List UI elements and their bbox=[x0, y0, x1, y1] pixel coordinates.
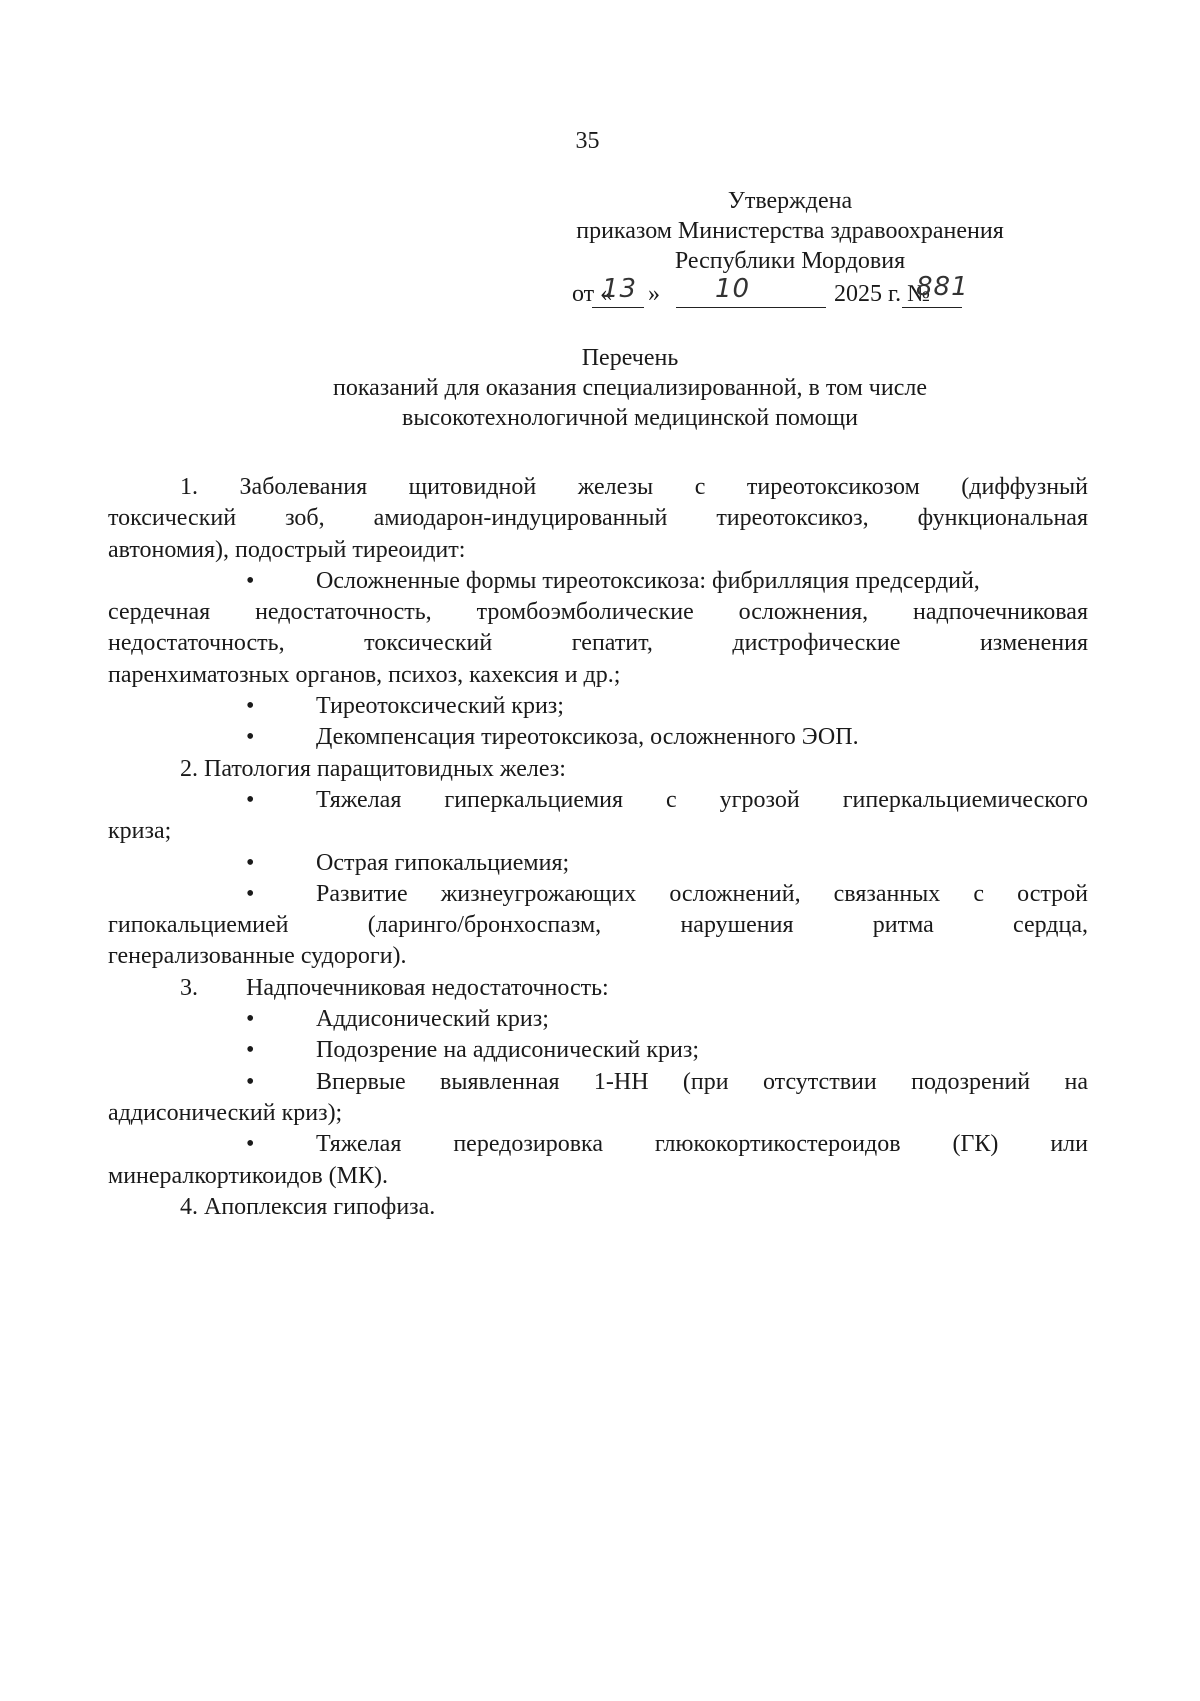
bullet-item-6-line-2: гипокальциемией (ларинго/бронхоспазм, нарушения ритма сердца, bbox=[108, 912, 1088, 939]
document-body bbox=[108, 472, 1088, 1223]
order-number-underline bbox=[902, 307, 962, 308]
bullet-item-8-text: Подозрение на аддисонический криз; bbox=[316, 1037, 700, 1064]
approval-line-3: Республики Мордовия bbox=[674, 248, 906, 274]
bullet-item-4-line-2: криза; bbox=[108, 818, 172, 845]
order-date-line bbox=[572, 272, 1072, 311]
month-underline bbox=[676, 307, 826, 308]
day-underline bbox=[592, 307, 644, 308]
bullet-item-4-line-1: Тяжелая гиперкальциемия с угрозой гиперкальциемического bbox=[316, 786, 1088, 813]
section-3-number: 3. bbox=[180, 974, 198, 1001]
section-1-line-1: 1. Заболевания щитовидной железы с тиреотоксикозом (диффузный bbox=[180, 474, 1088, 500]
bullet-item-9 bbox=[108, 1067, 1088, 1098]
bullet-item-6 bbox=[108, 879, 1088, 910]
section-1-line-2: токсический зоб, амиодарон-индуцированный тиреотоксикоз, функциональная bbox=[108, 505, 1088, 532]
section-2-heading: 2. Патология паращитовидных желез: bbox=[180, 755, 566, 782]
bullet-item-5 bbox=[108, 848, 1088, 879]
bullet-item-2-text: Тиреотоксический криз; bbox=[316, 693, 564, 720]
bullet-item-10-line-1: Тяжелая передозировка глюкокортикостероидов (ГК) или bbox=[316, 1131, 1088, 1158]
bullet-item-10 bbox=[108, 1129, 1088, 1160]
bullet-item-7 bbox=[108, 1004, 1088, 1035]
date-day-close: » bbox=[648, 281, 660, 307]
section-3-text: Надпочечниковая недостаточность: bbox=[246, 974, 609, 1001]
bullet-item-3-text: Декомпенсация тиреотоксикоза, осложненного ЭОП. bbox=[316, 724, 859, 751]
bullet-item-5-text: Острая гипокальциемия; bbox=[316, 849, 570, 876]
bullet-item-9-line-2: аддисонический криз); bbox=[108, 1099, 343, 1126]
approval-line-2: приказом Министерства здравоохранения bbox=[576, 218, 1004, 244]
order-year-text: 2025 г. № bbox=[834, 281, 931, 307]
bullet-marker: • bbox=[246, 880, 255, 907]
bullet-item-8 bbox=[108, 1035, 1088, 1066]
bullet-item-6-line-3: генерализованные судороги). bbox=[108, 943, 407, 970]
bullet-marker: • bbox=[246, 786, 255, 813]
bullet-marker: • bbox=[246, 1037, 255, 1064]
bullet-item-7-text: Аддисонический криз; bbox=[316, 1006, 549, 1033]
bullet-item-10-line-2: минералкортикоидов (МК). bbox=[108, 1162, 388, 1189]
bullet-marker: • bbox=[246, 1006, 255, 1033]
bullet-item-2 bbox=[108, 691, 1088, 722]
bullet-marker: • bbox=[246, 724, 255, 751]
bullet-item-1-line-1: Осложненные формы тиреотоксикоза: фибрилляция предсердий, bbox=[316, 567, 980, 594]
bullet-marker: • bbox=[246, 849, 255, 876]
bullet-marker: • bbox=[246, 1068, 255, 1095]
page-number: 35 bbox=[575, 128, 600, 154]
order-day-handwritten: 13 bbox=[602, 274, 638, 304]
bullet-item-1-line-3: недостаточность, токсический гепатит, дистрофические изменения bbox=[108, 630, 1088, 657]
bullet-item-4 bbox=[108, 785, 1088, 816]
date-prefix: от « bbox=[572, 281, 613, 307]
order-number-handwritten: 881 bbox=[916, 272, 969, 302]
title-line-1: Перечень bbox=[581, 345, 679, 371]
section-3-heading bbox=[108, 973, 1088, 1004]
approval-block bbox=[480, 186, 1100, 276]
title-line-2: показаний для оказания специализированной, в том числе bbox=[333, 375, 927, 401]
approval-line-1: Утверждена bbox=[727, 188, 853, 214]
section-4-heading: 4. Апоплексия гипофиза. bbox=[180, 1193, 436, 1220]
bullet-item-1-line-2: сердечная недостаточность, тромбоэмболические осложнения, надпочечниковая bbox=[108, 599, 1088, 626]
document-title bbox=[0, 343, 1200, 433]
bullet-item-1 bbox=[108, 566, 1088, 597]
bullet-marker: • bbox=[246, 567, 255, 594]
order-month-handwritten: 10 bbox=[715, 274, 751, 304]
title-line-3: высокотехнологичной медицинской помощи bbox=[402, 405, 858, 431]
bullet-marker: • bbox=[246, 693, 255, 720]
section-1-line-3: автономия), подострый тиреоидит: bbox=[108, 536, 466, 563]
bullet-item-1-line-4: паренхиматозных органов, психоз, кахексия и др.; bbox=[108, 661, 621, 688]
bullet-item-6-line-1: Развитие жизнеугрожающих осложнений, связанных с острой bbox=[316, 880, 1088, 907]
bullet-marker: • bbox=[246, 1131, 255, 1158]
bullet-item-3 bbox=[108, 722, 1088, 753]
bullet-item-9-line-1: Впервые выявленная 1-НН (при отсутствии подозрений на bbox=[316, 1068, 1088, 1095]
